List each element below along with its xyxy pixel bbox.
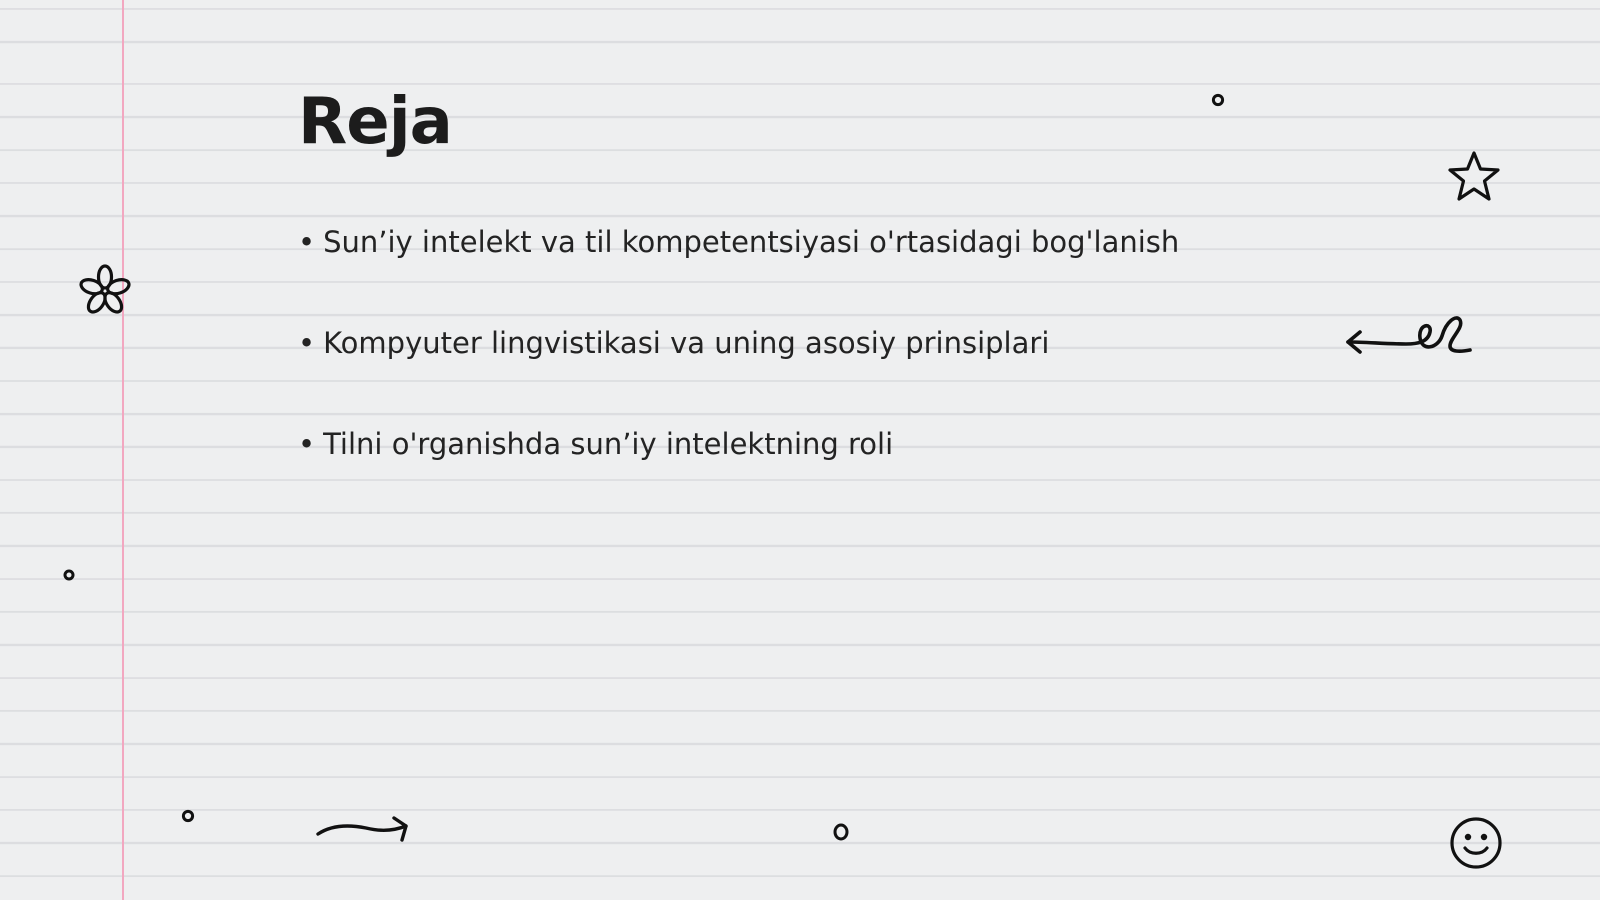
squiggle-arrow-icon [1346, 312, 1476, 362]
bullet-item [298, 424, 1179, 525]
slide-title: Reja [298, 85, 452, 159]
bullet-text: Kompyuter lingvistikasi va uning asosiy prinsiplari [323, 326, 1050, 360]
arrow-icon [316, 814, 412, 844]
flower-icon [78, 264, 132, 318]
bullet-item [298, 222, 1179, 323]
bullet-marker: • [298, 225, 316, 259]
margin-line [122, 0, 124, 900]
circle-icon [832, 822, 850, 842]
bullet-list [298, 222, 1179, 525]
circle-icon [181, 809, 195, 823]
star-icon [1444, 150, 1504, 206]
bullet-text: Sun’iy intelekt va til kompetentsiyasi o'rtasidagi bog'lanish [323, 225, 1180, 259]
circle-icon [63, 569, 75, 581]
bullet-marker: • [298, 427, 316, 461]
bullet-marker: • [298, 326, 316, 360]
smiley-icon [1448, 815, 1504, 871]
circle-icon [1211, 93, 1225, 107]
bullet-text: Tilni o'rganishda sun’iy intelektning roli [323, 427, 894, 461]
bullet-item [298, 323, 1179, 424]
